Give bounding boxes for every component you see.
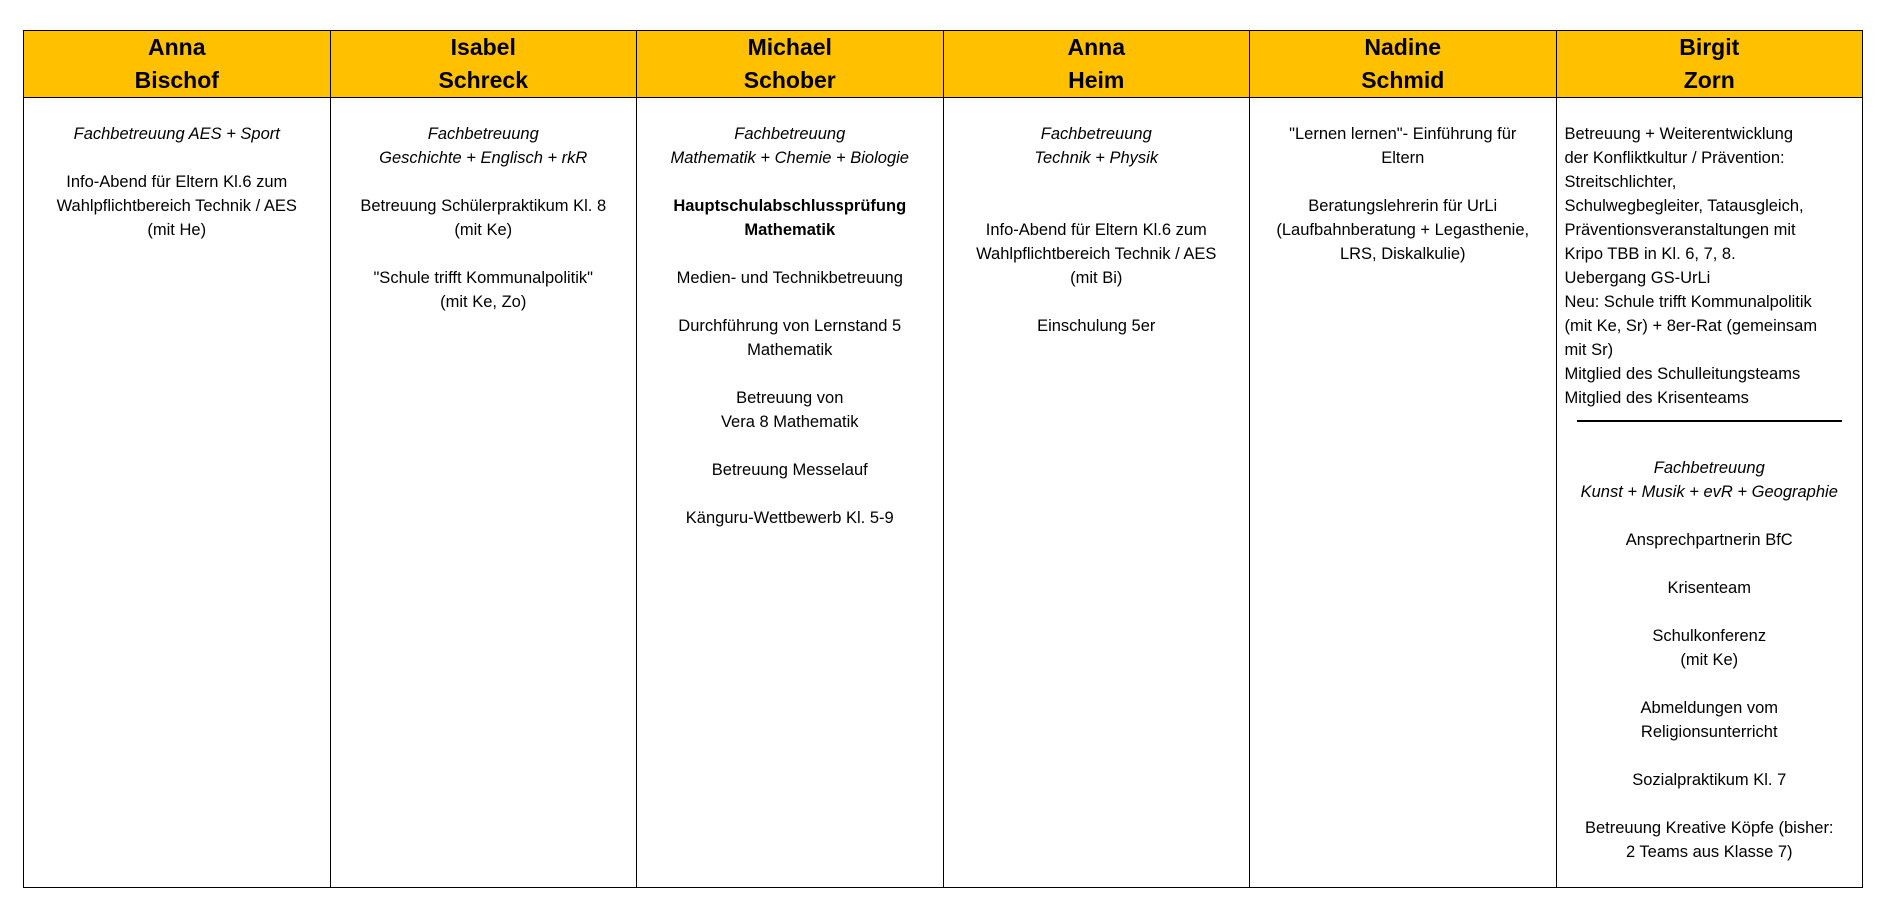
text: mit Sr) [1564,341,1614,359]
task-entry [1565,816,1855,864]
column-schreck [331,31,638,887]
last-name: Heim [1068,67,1125,93]
text: Mathematik + Chemie + Biologie [670,149,909,167]
text: Neu: Schule trifft Kommunalpolitik [1564,293,1812,311]
column-heim [944,31,1251,887]
task-entry [1565,768,1855,792]
column-schmid [1250,31,1557,887]
first-name: Isabel [450,34,516,60]
column-schober [637,31,944,887]
text: Info-Abend für Eltern Kl.6 zum [66,173,288,191]
text: Schulkonferenz [1652,627,1767,645]
subject-line [32,122,322,146]
text: LRS, Diskalkulie) [1339,245,1466,263]
conflict-culture-block [1565,122,1855,410]
text: Mitglied des Schulleitungsteams [1564,365,1801,383]
column-bischof [24,31,331,887]
text: Einschulung 5er [1037,317,1156,335]
task-entry [645,506,935,530]
text: Religionsunterricht [1640,723,1778,741]
task-entry [645,314,935,362]
text: Kunst + Musik + evR + Geographie [1580,483,1838,501]
column-header [1250,31,1556,98]
task-entry [645,458,935,482]
text: Eltern [1381,149,1425,167]
text: Streitschlichter, [1564,173,1677,191]
text: (mit Ke, Zo) [440,293,527,311]
text: Technik + Physik [1034,149,1159,167]
task-entry [1565,576,1855,600]
column-body [331,98,637,338]
column-header [637,31,943,98]
text: Fachbetreuung [427,125,539,143]
text: (Laufbahnberatung + Legasthenie, [1276,221,1530,239]
column-header [944,31,1250,98]
text: Kripo TBB in Kl. 6, 7, 8. [1564,245,1736,263]
task-entry [1565,696,1855,744]
first-name: Anna [1067,34,1125,60]
column-body [24,98,330,266]
text: Mitglied des Krisenteams [1564,389,1749,407]
task-entry [645,194,935,242]
text: Fachbetreuung AES + Sport [73,125,280,143]
task-entry [645,386,935,434]
text: Vera 8 Mathematik [720,413,859,431]
text: Uebergang GS-UrLi [1564,269,1711,287]
text: Wahlpflichtbereich Technik / AES [56,197,297,215]
text: der Konfliktkultur / Prävention: [1564,149,1785,167]
last-name: Schmid [1361,67,1445,93]
text: Fachbetreuung [734,125,846,143]
text: Betreuung Kreative Köpfe (bisher: [1584,819,1834,837]
column-body [1557,98,1863,888]
subject-line [1565,456,1855,504]
task-entry [339,194,629,242]
text: Mathematik [744,221,836,239]
text: 2 Teams aus Klasse 7) [1625,843,1793,861]
task-entry [1258,122,1548,170]
task-entry [32,170,322,242]
first-name: Nadine [1364,34,1442,60]
text: (mit Ke) [1680,651,1739,669]
column-body [944,98,1250,362]
text: (mit Bi) [1070,269,1123,287]
zorn-tasks [1565,456,1855,864]
last-name: Schober [743,67,836,93]
text: Schulwegbegleiter, Tatausgleich, [1564,197,1804,215]
task-entry [1565,528,1855,552]
text: Ansprechpartnerin BfC [1625,531,1793,549]
divider-line [1577,420,1843,422]
column-zorn [1557,31,1863,887]
text: Sozialpraktikum Kl. 7 [1632,771,1787,789]
text: Betreuung Messelauf [711,461,868,479]
task-entry [645,266,935,290]
text: Wahlpflichtbereich Technik / AES [976,245,1217,263]
column-header [1557,31,1863,98]
text: Durchführung von Lernstand 5 [678,317,902,335]
text: Fachbetreuung [1040,125,1152,143]
text: Betreuung von [736,389,844,407]
text: Medien- und Technikbetreuung [676,269,903,287]
text: Mathematik [747,341,833,359]
subject-line [952,122,1242,170]
text: "Lernen lernen"- Einführung für [1289,125,1517,143]
subject-line [339,122,629,170]
text: (mit Ke, Sr) + 8er-Rat (gemeinsam [1564,317,1818,335]
text: "Schule trifft Kommunalpolitik" [373,269,594,287]
text: Info-Abend für Eltern Kl.6 zum [985,221,1207,239]
column-body [1250,98,1556,290]
last-name: Bischof [134,67,219,93]
text: Abmeldungen vom [1640,699,1779,717]
text: Fachbetreuung [1653,459,1765,477]
first-name: Anna [148,34,206,60]
task-entry [339,266,629,314]
text: (mit He) [147,221,207,239]
spacer [952,194,1242,218]
responsibilities-table [23,30,1863,888]
task-entry [1258,194,1548,266]
text: Präventionsveranstaltungen mit [1564,221,1796,239]
task-entry [952,314,1242,338]
column-body [637,98,943,554]
task-entry [1565,624,1855,672]
text: Geschichte + Englisch + rkR [379,149,588,167]
text: Beratungslehrerin für UrLi [1308,197,1498,215]
subject-line [645,122,935,170]
text: Betreuung Schülerpraktikum Kl. 8 [360,197,607,215]
last-name: Schreck [438,67,528,93]
first-name: Birgit [1679,34,1740,60]
text: Hauptschulabschlussprüfung [673,197,907,215]
column-header [24,31,330,98]
text: Krisenteam [1667,579,1751,597]
column-header [331,31,637,98]
first-name: Michael [747,34,832,60]
task-entry [952,218,1242,290]
text: Betreuung + Weiterentwicklung [1564,125,1794,143]
last-name: Zorn [1683,67,1735,93]
text: Känguru-Wettbewerb Kl. 5-9 [685,509,894,527]
text: (mit Ke) [454,221,513,239]
